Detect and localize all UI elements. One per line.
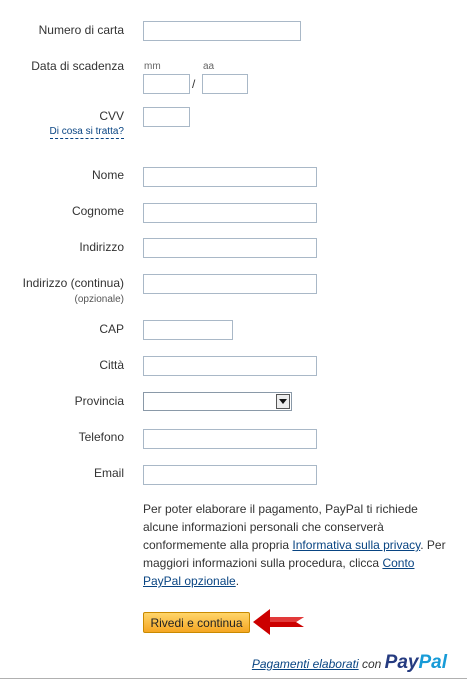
phone-input[interactable] — [143, 429, 317, 449]
zip-label: CAP — [99, 322, 124, 336]
privacy-policy-link[interactable]: Informativa sulla privacy — [292, 538, 421, 552]
email-label: Email — [93, 466, 124, 480]
privacy-note-text-1: Per poter elaborare il pagamento, PayPal ti richiede alcune informazioni personali che conserverà conformemente alla propria — [143, 502, 418, 552]
expiry-month-input[interactable] — [143, 74, 190, 94]
address-label: Indirizzo — [79, 240, 124, 254]
dropdown-arrow-icon[interactable] — [276, 394, 290, 409]
bottom-divider — [0, 678, 467, 679]
province-label: Provincia — [74, 394, 124, 408]
expiry-label: Data di scadenza — [31, 59, 124, 73]
last-name-label: Cognome — [71, 204, 124, 218]
zip-input[interactable] — [143, 320, 233, 340]
expiry-month-hint: mm — [144, 61, 161, 72]
card-number-input[interactable] — [143, 21, 301, 41]
email-input[interactable] — [143, 465, 317, 485]
cvv-label: CVV — [99, 109, 124, 123]
footer — [252, 652, 447, 674]
city-label: Città — [99, 358, 124, 372]
paypal-logo — [384, 652, 447, 673]
paypal-logo-pal: Pal — [418, 652, 447, 673]
province-select[interactable] — [143, 392, 292, 411]
address2-optional-note: (opzionale) — [74, 294, 124, 305]
paypal-logo-pay: Pay — [384, 652, 419, 673]
card-number-label: Numero di carta — [38, 23, 124, 37]
optional-account-link[interactable]: Conto PayPal opzionale — [143, 556, 415, 588]
phone-label: Telefono — [78, 430, 124, 444]
first-name-label: Nome — [91, 168, 124, 182]
city-input[interactable] — [143, 356, 317, 376]
processed-payments-link[interactable]: Pagamenti elaborati — [251, 657, 359, 671]
expiry-year-hint: aa — [203, 61, 215, 72]
cvv-help-link[interactable]: Di cosa si tratta? — [49, 126, 124, 137]
address2-input[interactable] — [143, 274, 317, 294]
first-name-input[interactable] — [143, 167, 317, 187]
privacy-note-text-3: . — [235, 574, 240, 588]
last-name-input[interactable] — [143, 203, 317, 223]
address-input[interactable] — [143, 238, 317, 258]
privacy-note-text-2: . Per maggiori informazioni sulla procedura, clicca — [143, 538, 446, 570]
footer-con-text: con — [361, 657, 382, 671]
cvv-input[interactable] — [143, 107, 190, 127]
expiry-separator: / — [192, 77, 196, 91]
review-continue-button[interactable]: Rivedi e continua — [143, 612, 250, 633]
red-arrow-icon — [252, 608, 306, 636]
address2-label: Indirizzo (continua) — [22, 276, 124, 290]
privacy-note — [143, 500, 449, 590]
expiry-year-input[interactable] — [202, 74, 248, 94]
